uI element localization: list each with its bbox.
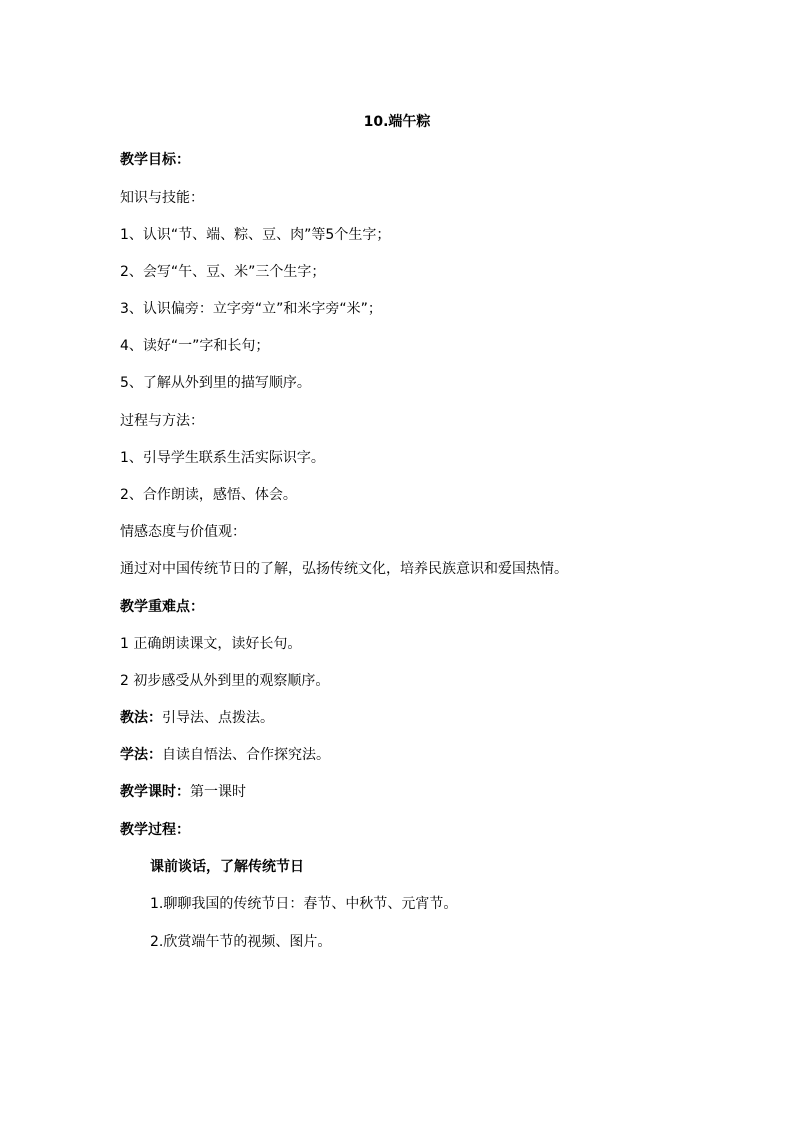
knowledge-heading: 知识与技能： bbox=[120, 190, 204, 206]
class-hours-value: 第一课时 bbox=[190, 784, 246, 800]
teaching-method-value: 引导法、点拨法。 bbox=[162, 710, 274, 726]
learning-method-label: 学法： bbox=[120, 747, 162, 763]
attitude-text: 通过对中国传统节日的了解，弘扬传统文化，培养民族意识和爱国热情。 bbox=[120, 561, 568, 577]
knowledge-item: 1、认识“节、端、粽、豆、肉”等5个生字； bbox=[120, 227, 391, 243]
teaching-method bbox=[120, 708, 274, 728]
knowledge-item: 2、会写“午、豆、米”三个生字； bbox=[120, 264, 326, 280]
process-item: 1、引导学生联系生活实际识字。 bbox=[120, 450, 325, 466]
key-point-item: 1 正确朗读课文，读好长句。 bbox=[120, 636, 302, 652]
class-hours bbox=[120, 782, 246, 802]
process-steps-heading: 教学过程： bbox=[120, 822, 190, 838]
knowledge-item: 3、认识偏旁：立字旁“立”和米字旁“米”； bbox=[120, 301, 382, 317]
learning-method-value: 自读自悟法、合作探究法。 bbox=[162, 747, 330, 763]
knowledge-item: 5、了解从外到里的描写顺序。 bbox=[120, 375, 311, 391]
process-item: 2、合作朗读，感悟、体会。 bbox=[120, 487, 297, 503]
step-item: 1.聊聊我国的传统节日：春节、中秋节、元宵节。 bbox=[150, 896, 458, 912]
attitude-heading: 情感态度与价值观： bbox=[120, 524, 246, 540]
step-heading: 课前谈话，了解传统节日 bbox=[150, 859, 304, 875]
class-hours-label: 教学课时： bbox=[120, 784, 190, 800]
key-point-item: 2 初步感受从外到里的观察顺序。 bbox=[120, 673, 330, 689]
step-item: 2.欣赏端午节的视频、图片。 bbox=[150, 934, 332, 950]
teaching-method-label: 教法： bbox=[120, 710, 162, 726]
key-points-heading: 教学重难点： bbox=[120, 599, 204, 615]
knowledge-item: 4、读好“一”字和长句； bbox=[120, 338, 270, 354]
document-title: 10.端午粽 bbox=[363, 114, 431, 130]
process-heading: 过程与方法： bbox=[120, 413, 204, 429]
learning-method bbox=[120, 745, 330, 765]
goals-heading: 教学目标： bbox=[120, 152, 190, 168]
